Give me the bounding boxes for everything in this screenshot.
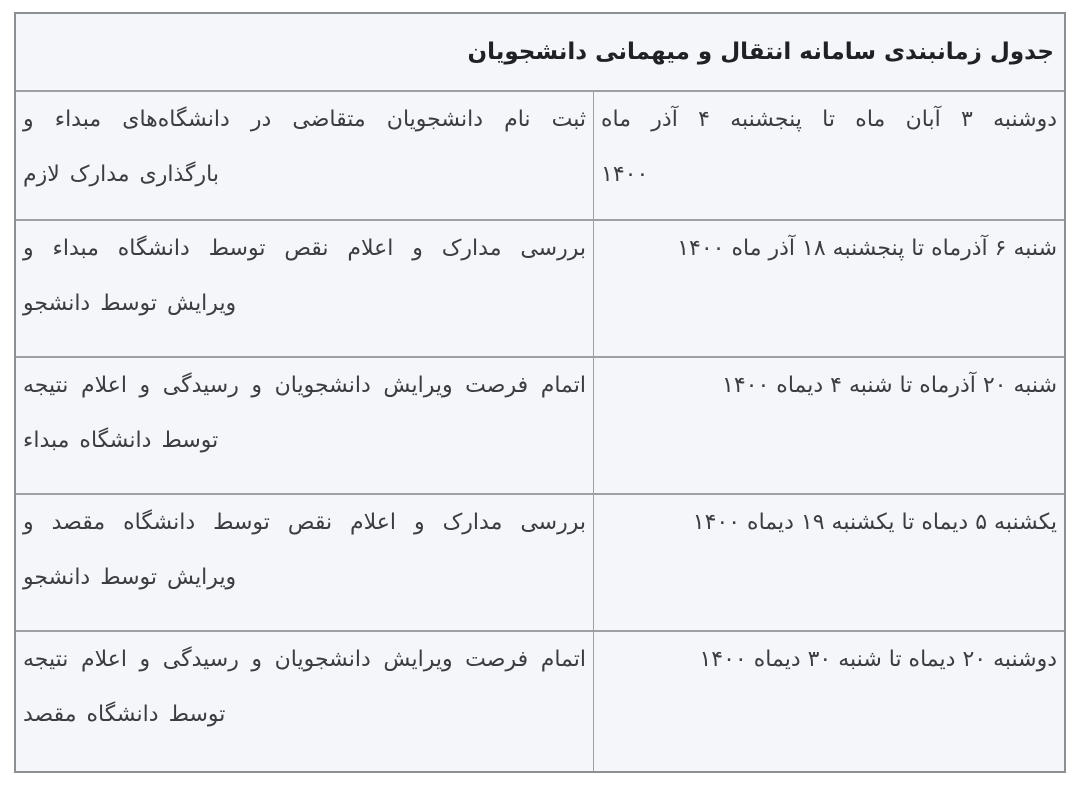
- description-cell: بررسی مدارک و اعلام نقص توسط دانشگاه مبداء و ویرایش توسط دانشجو: [16, 221, 594, 356]
- table-row: [16, 493, 1064, 630]
- description-cell: اتمام فرصت ویرایش دانشجویان و رسیدگی و اعلام نتیجه توسط دانشگاه مبداء: [16, 358, 594, 493]
- schedule-table: [14, 12, 1066, 773]
- table-title: جدول زمانبندی سامانه انتقال و میهمانی دانشجویان: [467, 39, 1054, 65]
- table-row: [16, 90, 1064, 219]
- description-cell: اتمام فرصت ویرایش دانشجویان و رسیدگی و اعلام نتیجه توسط دانشگاه مقصد: [16, 632, 594, 771]
- description-cell: بررسی مدارک و اعلام نقص توسط دانشگاه مقصد و ویرایش توسط دانشجو: [16, 495, 594, 630]
- date-cell: شنبه ۶ آذرماه تا پنجشنبه ۱۸ آذر ماه ۱۴۰۰: [677, 236, 1057, 261]
- date-cell: دوشنبه ۳ آبان ماه تا پنجشنبه ۴ آذر ماه ۱۴۰۰: [601, 107, 1058, 187]
- date-cell: یکشنبه ۵ دیماه تا یکشنبه ۱۹ دیماه ۱۴۰۰: [692, 510, 1057, 535]
- table-row: [16, 219, 1064, 356]
- table-row: [16, 630, 1064, 771]
- description-cell: ثبت نام دانشجویان متقاضی در دانشگاه‌های مبداء و بارگذاری مدارک لازم: [16, 92, 594, 219]
- date-cell: دوشنبه ۲۰ دیماه تا شنبه ۳۰ دیماه ۱۴۰۰: [699, 647, 1057, 672]
- date-cell: شنبه ۲۰ آذرماه تا شنبه ۴ دیماه ۱۴۰۰: [722, 373, 1057, 398]
- table-row: [16, 356, 1064, 493]
